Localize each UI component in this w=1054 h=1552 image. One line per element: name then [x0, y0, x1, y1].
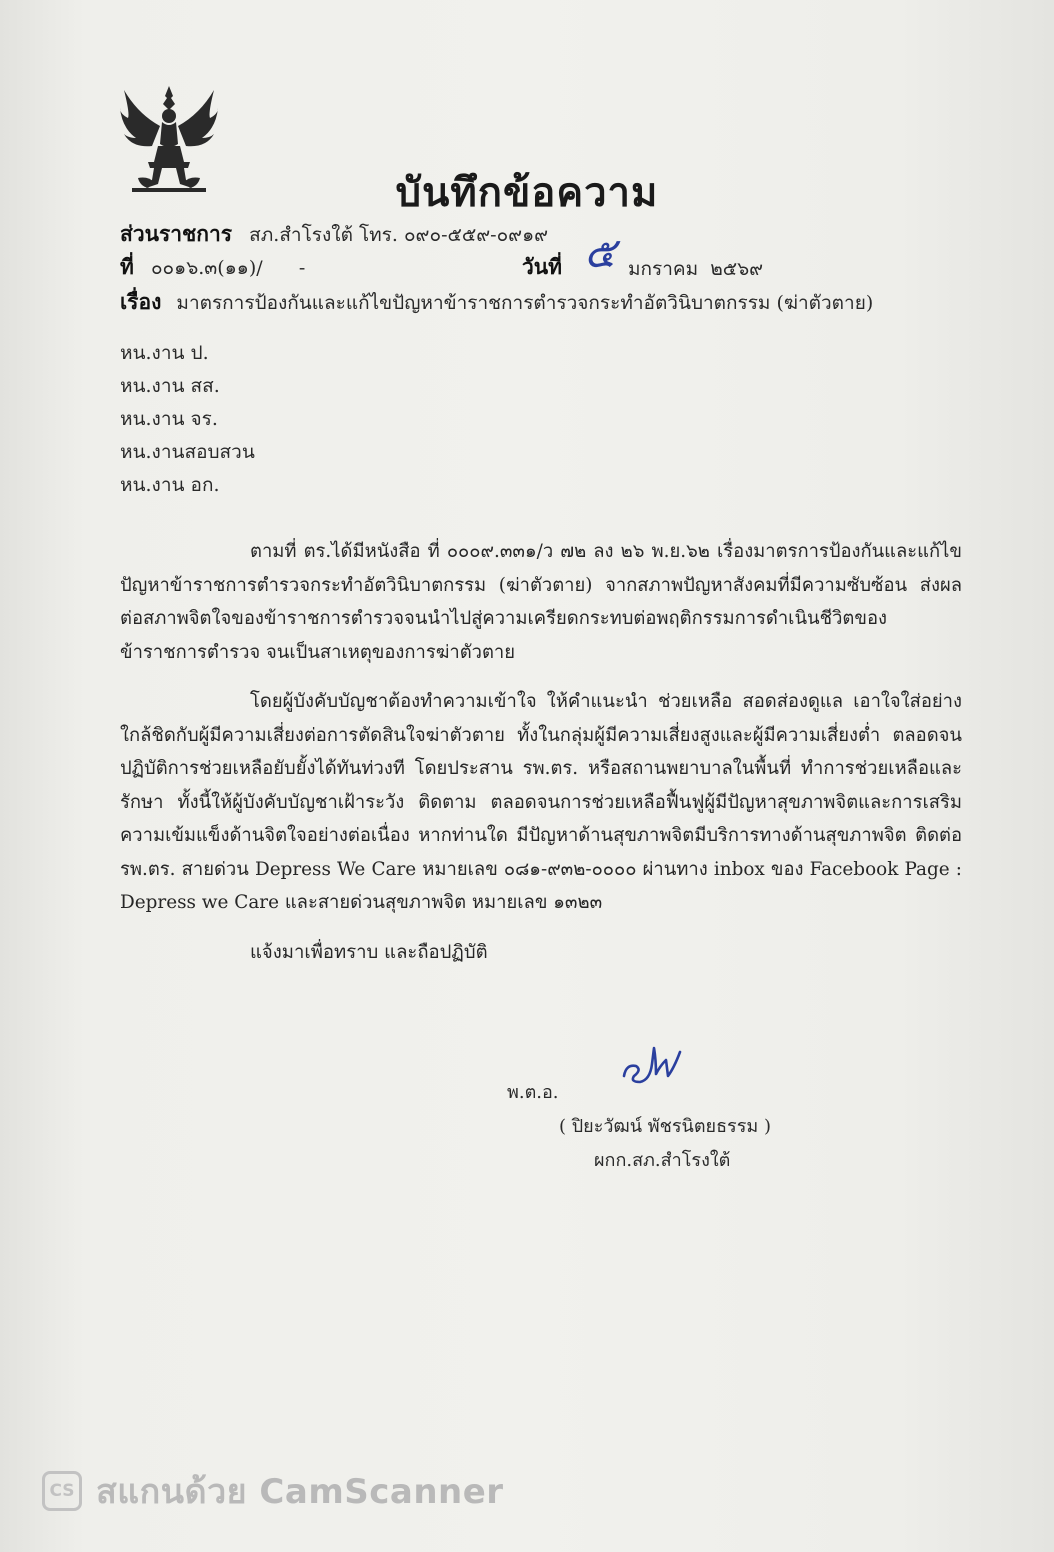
date-month-year: มกราคม ๒๕๖๙: [628, 258, 764, 280]
recipient-2: หน.งาน สส.: [120, 375, 220, 397]
signer-position: ผกก.สภ.สำโรงใต้: [594, 1150, 731, 1171]
signer-name: ( ปิยะวัฒน์ พัชรนิตยธรรม ): [559, 1116, 772, 1137]
paragraph-1-text: ตามที่ ตร.ได้มีหนังสือ ที่ ๐๐๐๙.๓๓๑/ว ๗๒ ลง ๒๖ พ.ย.๖๒ เรื่องมาตรการป้องกันและแก้ไขปัญหาข้าราชการตำรวจกระทำอัตวินิบาตกรรม (ฆ่าตัวตาย) จากสภาพปัญหาสังคมที่มีความซับซ้อน ส่งผลต่อสภาพจิตใจของข้าราชการตำรวจจนนำไปสู่ความเครียดกระทบต่อพฤติกรรมการดำเนินชีวิตของข้าราชการตำรวจ จนเป็นสาเหตุของการฆ่าตัวตาย: [120, 541, 962, 663]
recipient-5: หน.งาน อก.: [120, 474, 220, 496]
recipient-4: หน.งานสอบสวน: [120, 441, 255, 463]
ref-value: ๐๐๑๖.๓(๑๑)/ -: [150, 257, 306, 279]
watermark-text: สแกนด้วย CamScanner: [96, 1472, 504, 1512]
camscanner-watermark: [42, 1466, 504, 1516]
agency-value: สภ.สำโรงใต้ โทร. ๐๙๐-๕๕๙-๐๙๑๙: [249, 224, 549, 246]
agency-label: ส่วนราชการ: [120, 221, 233, 246]
signer-rank: พ.ต.อ.: [507, 1082, 559, 1103]
reference-line: [120, 251, 305, 284]
closing-line: แจ้งมาเพื่อทราบ และถือปฏิบัติ: [250, 942, 488, 963]
body-paragraph-2: [120, 685, 962, 920]
handwritten-day: [582, 222, 626, 277]
body-paragraph-1: [120, 535, 962, 669]
subject-line: [120, 286, 873, 319]
date-day: ๕: [584, 228, 616, 277]
date-label: วันที่: [522, 254, 562, 279]
handwritten-signature: [620, 1042, 684, 1092]
date-line: [522, 251, 562, 284]
subject-label: เรื่อง: [120, 289, 162, 314]
recipient-3: หน.งาน จร.: [120, 408, 218, 430]
subject-value: มาตรการป้องกันและแก้ไขปัญหาข้าราชการตำรวจกระทำอัตวินิบาตกรรม (ฆ่าตัวตาย): [176, 292, 874, 314]
paragraph-2-text: โดยผู้บังคับบัญชาต้องทำความเข้าใจ ให้คำแนะนำ ช่วยเหลือ สอดส่องดูแล เอาใจใส่อย่างใกล้ชิดกับผู้มีความเสี่ยงต่อการตัดสินใจฆ่าตัวตาย ทั้งในกลุ่มผู้มีความเสี่ยงสูงและผู้มีความเสี่ยงต่ำ ตลอดจนปฏิบัติการช่วยเหลือยับยั้งได้ทันท่วงที โดยประสาน รพ.ตร. หรือสถานพยาบาลในพื้นที่ ทำการช่วยเหลือและรักษา ทั้งนี้ให้ผู้บังคับบัญชาเฝ้าระวัง ติดตาม ตลอดจนการช่วยเหลือฟื้นฟูผู้มีปัญหาสุขภาพจิตและการเสริมความเข้มแข็งด้านจิตใจอย่างต่อเนื่อง หากท่านใด มีปัญหาด้านสุขภาพจิตมีบริการทางด้านสุขภาพจิต ติดต่อ รพ.ตร. สายด่วน Depress We Care หมายเลข ๐๘๑-๙๓๒-๐๐๐๐ ผ่านทาง inbox ของ Facebook Page : Depress we Care และสายด่วนสุขภาพจิต หมายเลข ๑๓๒๓: [120, 691, 962, 913]
ref-label: ที่: [120, 254, 134, 279]
memo-title: บันทึกข้อความ: [395, 169, 659, 216]
camscanner-logo-icon: CS: [42, 1471, 82, 1511]
agency-line: [120, 218, 548, 251]
recipient-1: หน.งาน ป.: [120, 342, 209, 364]
